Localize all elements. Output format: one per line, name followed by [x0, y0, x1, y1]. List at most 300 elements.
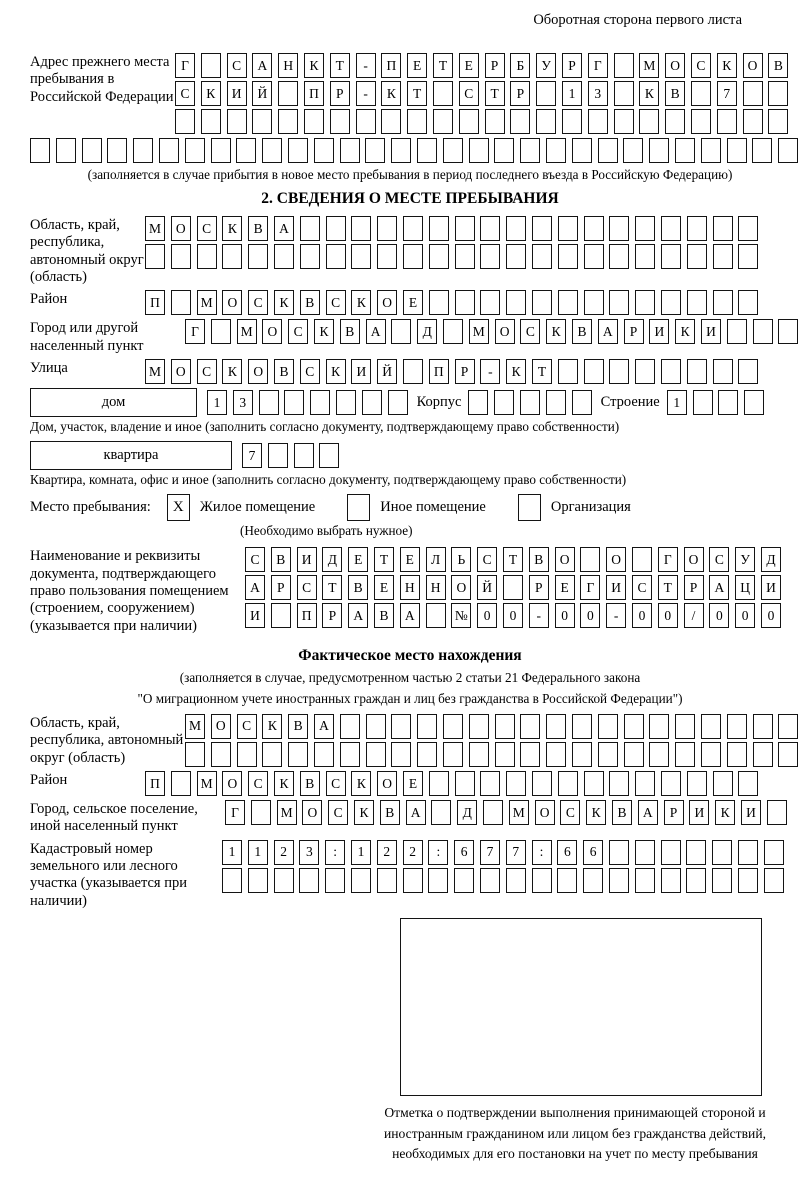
char-cell[interactable] [753, 319, 773, 344]
char-cell[interactable]: Р [322, 603, 342, 628]
char-cell[interactable] [300, 216, 320, 241]
char-cell[interactable] [584, 244, 604, 269]
char-cell[interactable]: П [429, 359, 449, 384]
char-cell[interactable]: / [684, 603, 704, 628]
char-cell[interactable] [614, 81, 634, 106]
char-cell[interactable]: 1 [351, 840, 371, 865]
char-cell[interactable] [693, 390, 713, 415]
char-cell[interactable] [562, 109, 582, 134]
char-cell[interactable]: К [222, 216, 242, 241]
char-cell[interactable] [717, 109, 737, 134]
char-cell[interactable]: П [145, 290, 165, 315]
char-cell[interactable]: Г [175, 53, 195, 78]
char-cell[interactable] [661, 840, 681, 865]
char-cell[interactable] [609, 771, 629, 796]
char-cell[interactable]: Г [658, 547, 678, 572]
char-cell[interactable]: К [715, 800, 735, 825]
char-cell[interactable]: 0 [632, 603, 652, 628]
char-cell[interactable]: Д [417, 319, 437, 344]
char-cell[interactable]: М [145, 359, 165, 384]
char-cell[interactable] [609, 290, 629, 315]
char-cell[interactable]: 6 [583, 840, 603, 865]
char-cell[interactable]: Н [278, 53, 298, 78]
char-cell[interactable] [133, 138, 153, 163]
char-cell[interactable] [107, 138, 127, 163]
char-cell[interactable] [506, 868, 526, 893]
char-cell[interactable] [558, 216, 578, 241]
char-cell[interactable]: С [248, 290, 268, 315]
char-cell[interactable]: Н [400, 575, 420, 600]
char-cell[interactable] [635, 290, 655, 315]
char-cell[interactable] [314, 742, 334, 767]
char-cell[interactable]: А [252, 53, 272, 78]
char-cell[interactable] [713, 290, 733, 315]
char-cell[interactable]: К [506, 359, 526, 384]
char-cell[interactable]: К [586, 800, 606, 825]
char-cell[interactable]: О [248, 359, 268, 384]
char-cell[interactable] [454, 868, 474, 893]
char-cell[interactable] [558, 290, 578, 315]
char-cell[interactable]: Р [455, 359, 475, 384]
char-cell[interactable] [727, 714, 747, 739]
char-cell[interactable]: О [684, 547, 704, 572]
char-cell[interactable]: К [546, 319, 566, 344]
char-cell[interactable] [222, 868, 242, 893]
char-cell[interactable]: Р [684, 575, 704, 600]
char-cell[interactable]: В [340, 319, 360, 344]
char-cell[interactable] [572, 390, 592, 415]
char-cell[interactable] [222, 244, 242, 269]
char-cell[interactable] [494, 390, 514, 415]
char-cell[interactable] [351, 244, 371, 269]
char-cell[interactable] [778, 742, 798, 767]
char-cell[interactable]: Г [185, 319, 205, 344]
char-cell[interactable] [609, 868, 629, 893]
char-cell[interactable]: Р [330, 81, 350, 106]
char-cell[interactable] [417, 742, 437, 767]
char-cell[interactable]: С [632, 575, 652, 600]
char-cell[interactable] [661, 771, 681, 796]
char-cell[interactable] [661, 216, 681, 241]
char-cell[interactable] [738, 216, 758, 241]
char-cell[interactable] [377, 244, 397, 269]
char-cell[interactable] [304, 109, 324, 134]
char-cell[interactable] [443, 742, 463, 767]
char-cell[interactable]: А [709, 575, 729, 600]
char-cell[interactable] [271, 603, 291, 628]
char-cell[interactable]: № [451, 603, 471, 628]
char-cell[interactable] [197, 244, 217, 269]
char-cell[interactable]: К [675, 319, 695, 344]
char-cell[interactable] [388, 390, 408, 415]
char-cell[interactable] [288, 742, 308, 767]
char-cell[interactable]: У [536, 53, 556, 78]
char-cell[interactable]: Р [485, 53, 505, 78]
char-cell[interactable]: 0 [580, 603, 600, 628]
char-cell[interactable]: 7 [480, 840, 500, 865]
char-cell[interactable] [520, 714, 540, 739]
char-cell[interactable]: О [451, 575, 471, 600]
char-cell[interactable] [403, 868, 423, 893]
char-cell[interactable]: С [459, 81, 479, 106]
char-cell[interactable] [480, 868, 500, 893]
char-cell[interactable] [330, 109, 350, 134]
char-cell[interactable] [455, 244, 475, 269]
char-cell[interactable]: Г [588, 53, 608, 78]
char-cell[interactable]: К [274, 290, 294, 315]
char-cell[interactable] [713, 216, 733, 241]
char-cell[interactable] [701, 742, 721, 767]
char-cell[interactable]: А [314, 714, 334, 739]
char-cell[interactable] [274, 244, 294, 269]
char-cell[interactable]: Т [658, 575, 678, 600]
char-cell[interactable]: О [262, 319, 282, 344]
char-cell[interactable] [743, 109, 763, 134]
char-cell[interactable] [82, 138, 102, 163]
char-cell[interactable] [532, 771, 552, 796]
char-cell[interactable] [417, 714, 437, 739]
char-cell[interactable] [686, 868, 706, 893]
char-cell[interactable] [639, 109, 659, 134]
char-cell[interactable] [429, 771, 449, 796]
char-cell[interactable] [624, 742, 644, 767]
char-cell[interactable]: 1 [248, 840, 268, 865]
char-cell[interactable] [584, 771, 604, 796]
char-cell[interactable] [431, 800, 451, 825]
char-cell[interactable] [429, 290, 449, 315]
char-cell[interactable]: С [227, 53, 247, 78]
char-cell[interactable] [366, 742, 386, 767]
char-cell[interactable] [624, 714, 644, 739]
char-cell[interactable] [609, 840, 629, 865]
char-cell[interactable]: К [274, 771, 294, 796]
char-cell[interactable]: - [480, 359, 500, 384]
char-cell[interactable]: С [197, 216, 217, 241]
char-cell[interactable] [362, 390, 382, 415]
char-cell[interactable] [778, 319, 798, 344]
char-cell[interactable]: Д [761, 547, 781, 572]
char-cell[interactable] [403, 244, 423, 269]
char-cell[interactable]: В [300, 290, 320, 315]
char-cell[interactable]: С [326, 771, 346, 796]
char-cell[interactable]: В [348, 575, 368, 600]
char-cell[interactable] [426, 603, 446, 628]
char-cell[interactable] [546, 138, 566, 163]
char-cell[interactable] [635, 771, 655, 796]
char-cell[interactable]: Д [322, 547, 342, 572]
char-cell[interactable]: Е [400, 547, 420, 572]
char-cell[interactable]: 7 [717, 81, 737, 106]
char-cell[interactable] [469, 138, 489, 163]
char-cell[interactable] [743, 81, 763, 106]
char-cell[interactable]: Й [252, 81, 272, 106]
char-cell[interactable]: 0 [658, 603, 678, 628]
char-cell[interactable]: Т [407, 81, 427, 106]
char-cell[interactable] [288, 138, 308, 163]
char-cell[interactable] [738, 840, 758, 865]
char-cell[interactable] [687, 359, 707, 384]
char-cell[interactable] [675, 138, 695, 163]
char-cell[interactable] [675, 742, 695, 767]
char-cell[interactable]: К [262, 714, 282, 739]
char-cell[interactable]: 1 [222, 840, 242, 865]
char-cell[interactable] [661, 868, 681, 893]
char-cell[interactable]: М [509, 800, 529, 825]
char-cell[interactable] [661, 244, 681, 269]
char-cell[interactable] [340, 742, 360, 767]
char-cell[interactable]: Е [348, 547, 368, 572]
char-cell[interactable] [506, 216, 526, 241]
char-cell[interactable] [778, 714, 798, 739]
char-cell[interactable]: А [348, 603, 368, 628]
char-cell[interactable]: О [665, 53, 685, 78]
char-cell[interactable] [598, 138, 618, 163]
char-cell[interactable] [429, 216, 449, 241]
char-cell[interactable] [536, 109, 556, 134]
char-cell[interactable]: А [274, 216, 294, 241]
char-cell[interactable] [738, 771, 758, 796]
char-cell[interactable] [623, 138, 643, 163]
char-cell[interactable] [407, 109, 427, 134]
char-cell[interactable] [211, 138, 231, 163]
char-cell[interactable] [598, 742, 618, 767]
char-cell[interactable] [171, 244, 191, 269]
char-cell[interactable]: И [245, 603, 265, 628]
char-cell[interactable]: С [326, 290, 346, 315]
char-cell[interactable] [429, 244, 449, 269]
char-cell[interactable]: Ь [451, 547, 471, 572]
char-cell[interactable] [480, 771, 500, 796]
char-cell[interactable] [483, 800, 503, 825]
char-cell[interactable] [546, 742, 566, 767]
checkbox-residential[interactable]: X [167, 494, 190, 521]
char-cell[interactable]: О [222, 771, 242, 796]
char-cell[interactable] [532, 868, 552, 893]
char-cell[interactable] [469, 742, 489, 767]
char-cell[interactable]: : [428, 840, 448, 865]
char-cell[interactable]: О [171, 359, 191, 384]
char-cell[interactable] [727, 319, 747, 344]
char-cell[interactable] [391, 319, 411, 344]
char-cell[interactable]: 3 [233, 390, 253, 415]
char-cell[interactable]: Д [457, 800, 477, 825]
char-cell[interactable] [56, 138, 76, 163]
char-cell[interactable]: К [381, 81, 401, 106]
char-cell[interactable]: П [297, 603, 317, 628]
char-cell[interactable]: Р [529, 575, 549, 600]
checkbox-organization[interactable] [518, 494, 541, 521]
char-cell[interactable] [713, 771, 733, 796]
char-cell[interactable]: С [691, 53, 711, 78]
char-cell[interactable] [494, 138, 514, 163]
char-cell[interactable]: 7 [242, 443, 262, 468]
char-cell[interactable] [468, 390, 488, 415]
char-cell[interactable]: У [735, 547, 755, 572]
char-cell[interactable] [753, 742, 773, 767]
char-cell[interactable]: Т [485, 81, 505, 106]
char-cell[interactable] [609, 359, 629, 384]
char-cell[interactable]: Р [562, 53, 582, 78]
char-cell[interactable]: В [572, 319, 592, 344]
char-cell[interactable]: 3 [299, 840, 319, 865]
char-cell[interactable]: С [300, 359, 320, 384]
char-cell[interactable] [768, 109, 788, 134]
char-cell[interactable] [686, 840, 706, 865]
char-cell[interactable]: С [297, 575, 317, 600]
char-cell[interactable]: 0 [709, 603, 729, 628]
char-cell[interactable]: 7 [506, 840, 526, 865]
char-cell[interactable] [744, 390, 764, 415]
char-cell[interactable] [284, 390, 304, 415]
char-cell[interactable] [768, 81, 788, 106]
char-cell[interactable] [520, 742, 540, 767]
char-cell[interactable] [635, 216, 655, 241]
char-cell[interactable] [727, 138, 747, 163]
char-cell[interactable] [300, 244, 320, 269]
char-cell[interactable]: С [520, 319, 540, 344]
char-cell[interactable]: С [175, 81, 195, 106]
char-cell[interactable] [356, 109, 376, 134]
char-cell[interactable]: Е [459, 53, 479, 78]
char-cell[interactable] [635, 359, 655, 384]
char-cell[interactable]: Б [510, 53, 530, 78]
char-cell[interactable]: М [277, 800, 297, 825]
char-cell[interactable] [248, 244, 268, 269]
char-cell[interactable] [381, 109, 401, 134]
char-cell[interactable] [319, 443, 339, 468]
char-cell[interactable] [532, 244, 552, 269]
char-cell[interactable] [326, 216, 346, 241]
char-cell[interactable] [314, 138, 334, 163]
char-cell[interactable] [661, 290, 681, 315]
char-cell[interactable]: И [761, 575, 781, 600]
char-cell[interactable] [251, 800, 271, 825]
char-cell[interactable] [262, 138, 282, 163]
char-cell[interactable]: П [381, 53, 401, 78]
char-cell[interactable]: С [245, 547, 265, 572]
char-cell[interactable] [738, 868, 758, 893]
char-cell[interactable]: О [302, 800, 322, 825]
char-cell[interactable]: С [709, 547, 729, 572]
char-cell[interactable] [211, 319, 231, 344]
char-cell[interactable]: 6 [557, 840, 577, 865]
char-cell[interactable]: П [145, 771, 165, 796]
char-cell[interactable]: К [351, 771, 371, 796]
char-cell[interactable] [325, 868, 345, 893]
char-cell[interactable]: Р [510, 81, 530, 106]
char-cell[interactable]: Л [426, 547, 446, 572]
char-cell[interactable]: Ц [735, 575, 755, 600]
char-cell[interactable] [557, 868, 577, 893]
char-cell[interactable]: : [532, 840, 552, 865]
char-cell[interactable]: 1 [562, 81, 582, 106]
char-cell[interactable] [701, 714, 721, 739]
char-cell[interactable] [584, 359, 604, 384]
char-cell[interactable] [712, 840, 732, 865]
char-cell[interactable] [546, 390, 566, 415]
char-cell[interactable] [201, 109, 221, 134]
char-cell[interactable]: 2 [274, 840, 294, 865]
char-cell[interactable] [687, 216, 707, 241]
char-cell[interactable] [687, 244, 707, 269]
char-cell[interactable]: И [701, 319, 721, 344]
char-cell[interactable]: 1 [667, 390, 687, 415]
char-cell[interactable] [506, 771, 526, 796]
char-cell[interactable] [274, 868, 294, 893]
char-cell[interactable] [268, 443, 288, 468]
char-cell[interactable] [201, 53, 221, 78]
char-cell[interactable]: К [639, 81, 659, 106]
char-cell[interactable]: М [197, 290, 217, 315]
char-cell[interactable] [572, 742, 592, 767]
char-cell[interactable]: В [300, 771, 320, 796]
char-cell[interactable] [614, 53, 634, 78]
char-cell[interactable]: В [380, 800, 400, 825]
char-cell[interactable] [459, 109, 479, 134]
char-cell[interactable] [506, 244, 526, 269]
char-cell[interactable]: С [328, 800, 348, 825]
char-cell[interactable] [713, 359, 733, 384]
char-cell[interactable] [609, 216, 629, 241]
char-cell[interactable] [691, 109, 711, 134]
char-cell[interactable] [691, 81, 711, 106]
char-cell[interactable] [248, 868, 268, 893]
char-cell[interactable]: В [768, 53, 788, 78]
char-cell[interactable]: Й [377, 359, 397, 384]
char-cell[interactable] [584, 290, 604, 315]
char-cell[interactable]: 0 [761, 603, 781, 628]
char-cell[interactable] [377, 868, 397, 893]
char-cell[interactable]: Т [532, 359, 552, 384]
char-cell[interactable]: Т [433, 53, 453, 78]
char-cell[interactable] [649, 138, 669, 163]
char-cell[interactable]: А [245, 575, 265, 600]
char-cell[interactable] [433, 81, 453, 106]
char-cell[interactable]: О [171, 216, 191, 241]
char-cell[interactable]: С [248, 771, 268, 796]
char-cell[interactable]: Г [580, 575, 600, 600]
char-cell[interactable] [185, 138, 205, 163]
char-cell[interactable]: Г [225, 800, 245, 825]
char-cell[interactable]: А [638, 800, 658, 825]
char-cell[interactable]: 2 [377, 840, 397, 865]
char-cell[interactable]: В [374, 603, 394, 628]
char-cell[interactable] [752, 138, 772, 163]
char-cell[interactable] [365, 138, 385, 163]
char-cell[interactable] [485, 109, 505, 134]
char-cell[interactable] [588, 109, 608, 134]
char-cell[interactable] [171, 771, 191, 796]
char-cell[interactable] [520, 138, 540, 163]
char-cell[interactable]: К [354, 800, 374, 825]
char-cell[interactable] [558, 244, 578, 269]
char-cell[interactable]: М [639, 53, 659, 78]
char-cell[interactable]: М [185, 714, 205, 739]
char-cell[interactable]: С [477, 547, 497, 572]
char-cell[interactable] [30, 138, 50, 163]
char-cell[interactable] [455, 771, 475, 796]
char-cell[interactable] [614, 109, 634, 134]
char-cell[interactable] [294, 443, 314, 468]
char-cell[interactable] [340, 714, 360, 739]
char-cell[interactable] [753, 714, 773, 739]
char-cell[interactable] [145, 244, 165, 269]
char-cell[interactable] [558, 359, 578, 384]
char-cell[interactable] [632, 547, 652, 572]
char-cell[interactable] [443, 319, 463, 344]
char-cell[interactable]: 1 [207, 390, 227, 415]
char-cell[interactable] [546, 714, 566, 739]
